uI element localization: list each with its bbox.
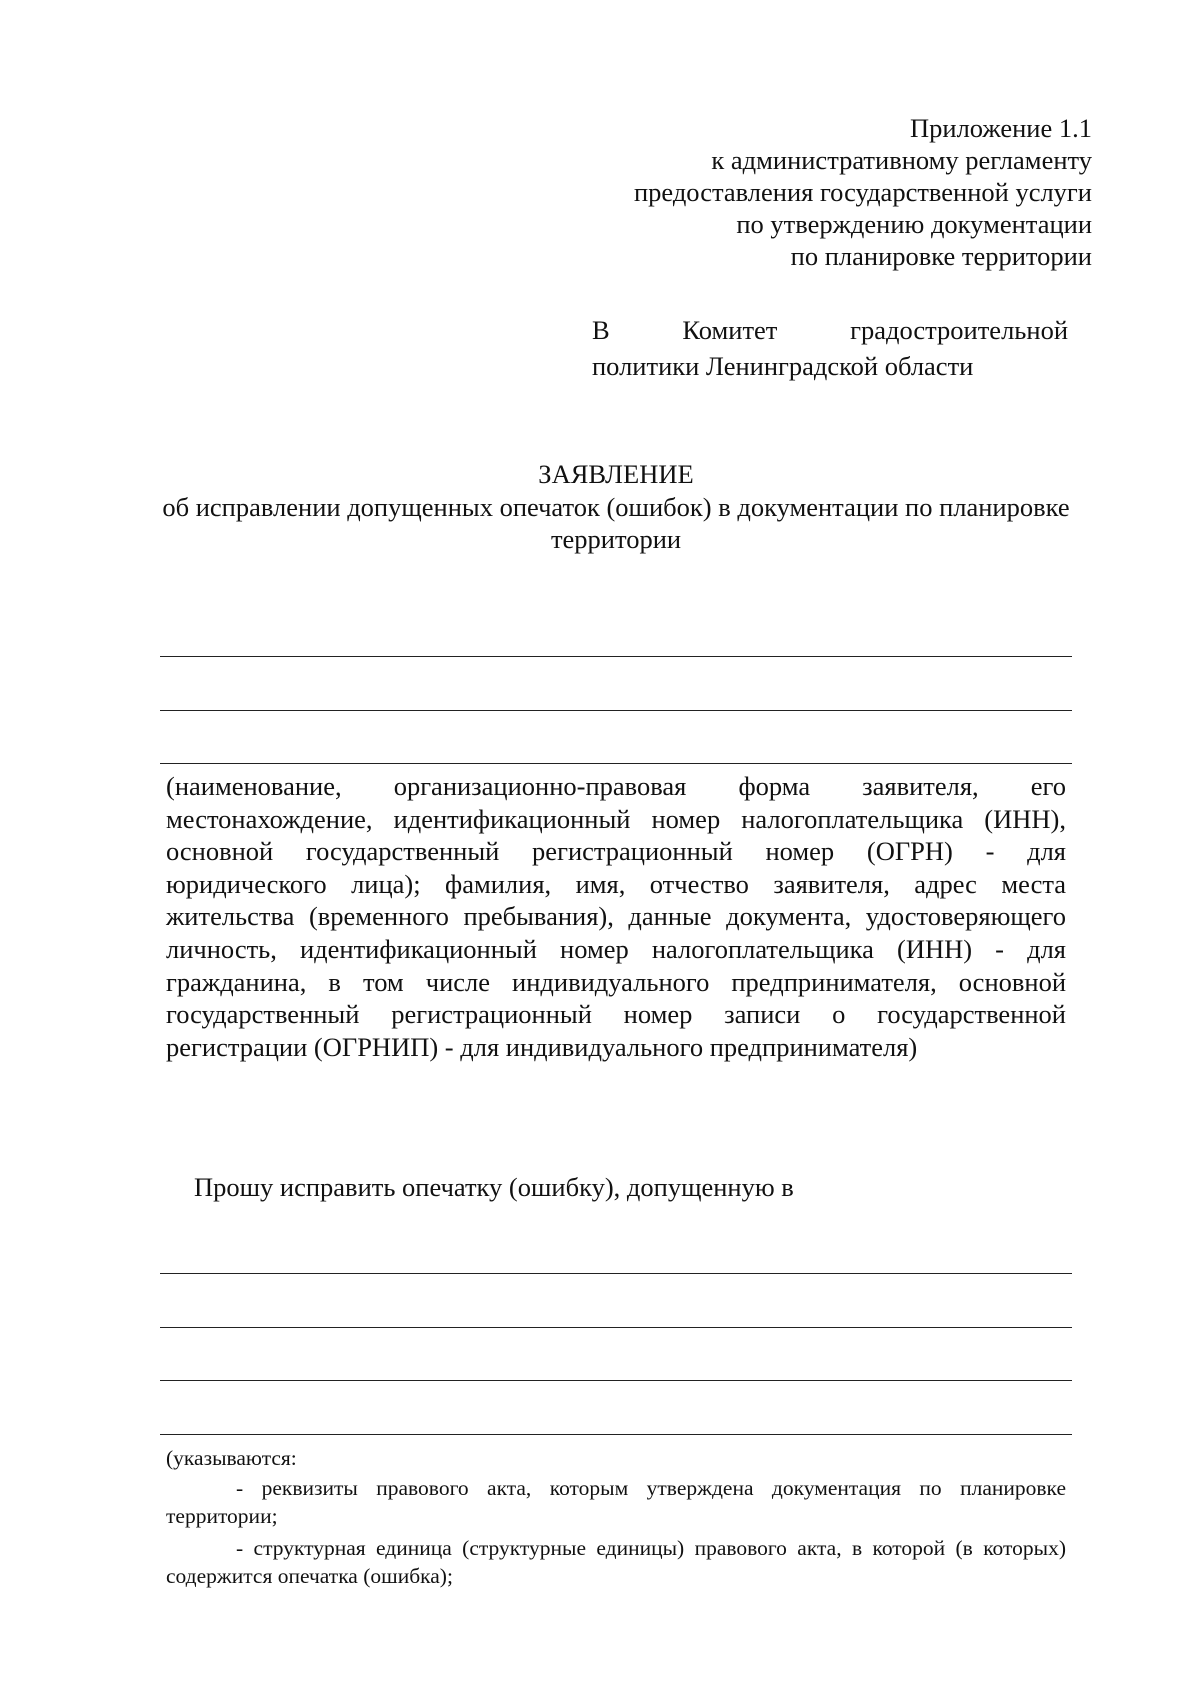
addressee-line-2: политики Ленинградской области bbox=[592, 351, 974, 381]
addressee-word: градостроительной bbox=[850, 315, 1068, 345]
footnote-item: - реквизиты правового акта, которым утверждена документация по планировке территории; bbox=[166, 1476, 1066, 1528]
applicant-blank-line[interactable] bbox=[160, 763, 1072, 764]
addressee-prefix: В bbox=[592, 315, 610, 345]
statement-subtitle: об исправлении допущенных опечаток (ошибок) в документации по планировке территории bbox=[162, 492, 1070, 554]
applicant-description: (наименование, организационно-правовая форма заявителя, его местонахождение, идентификационный номер налогоплательщика (ИНН), основной государственный регистрационный номер (ОГРН) - для юридического лица); фамилия, имя, отчество заявителя, адрес места жительства (временного пребывания), данные документа, удостоверяющего личность, идентификационный номер налогоплательщика (ИНН) - для гражданина, в том числе индивидуального предпринимателя, основной государственный регистрационный номер записи о государственной регистрации (ОГРНИП) - для индивидуального предпринимателя) bbox=[166, 771, 1066, 1062]
request-blank-line[interactable] bbox=[160, 1273, 1072, 1274]
appendix-line: к административному регламенту bbox=[711, 145, 1092, 175]
addressee-word: Комитет bbox=[682, 315, 778, 345]
footnote-item: - структурная единица (структурные единицы) правового акта, в которой (в которых) содержится опечатка (ошибка); bbox=[166, 1536, 1066, 1588]
appendix-line: Приложение 1.1 bbox=[910, 113, 1092, 143]
request-blank-line[interactable] bbox=[160, 1434, 1072, 1435]
statement-heading bbox=[160, 458, 1072, 555]
applicant-blank-line[interactable] bbox=[160, 656, 1072, 657]
appendix-line: по планировке территории bbox=[790, 241, 1092, 271]
footnote-head: (указываются: bbox=[166, 1446, 297, 1470]
request-blank-line[interactable] bbox=[160, 1327, 1072, 1328]
addressee-block bbox=[592, 312, 1068, 384]
request-text: Прошу исправить опечатку (ошибку), допущенную в bbox=[194, 1172, 794, 1202]
applicant-blank-line[interactable] bbox=[160, 710, 1072, 711]
statement-title: ЗАЯВЛЕНИЕ bbox=[538, 459, 694, 489]
appendix-line: по утверждению документации bbox=[736, 209, 1092, 239]
appendix-header bbox=[532, 112, 1092, 272]
footnote-block bbox=[166, 1444, 1066, 1594]
request-blank-line[interactable] bbox=[160, 1380, 1072, 1381]
addressee-line-1 bbox=[592, 312, 1068, 348]
appendix-line: предоставления государственной услуги bbox=[633, 177, 1092, 207]
